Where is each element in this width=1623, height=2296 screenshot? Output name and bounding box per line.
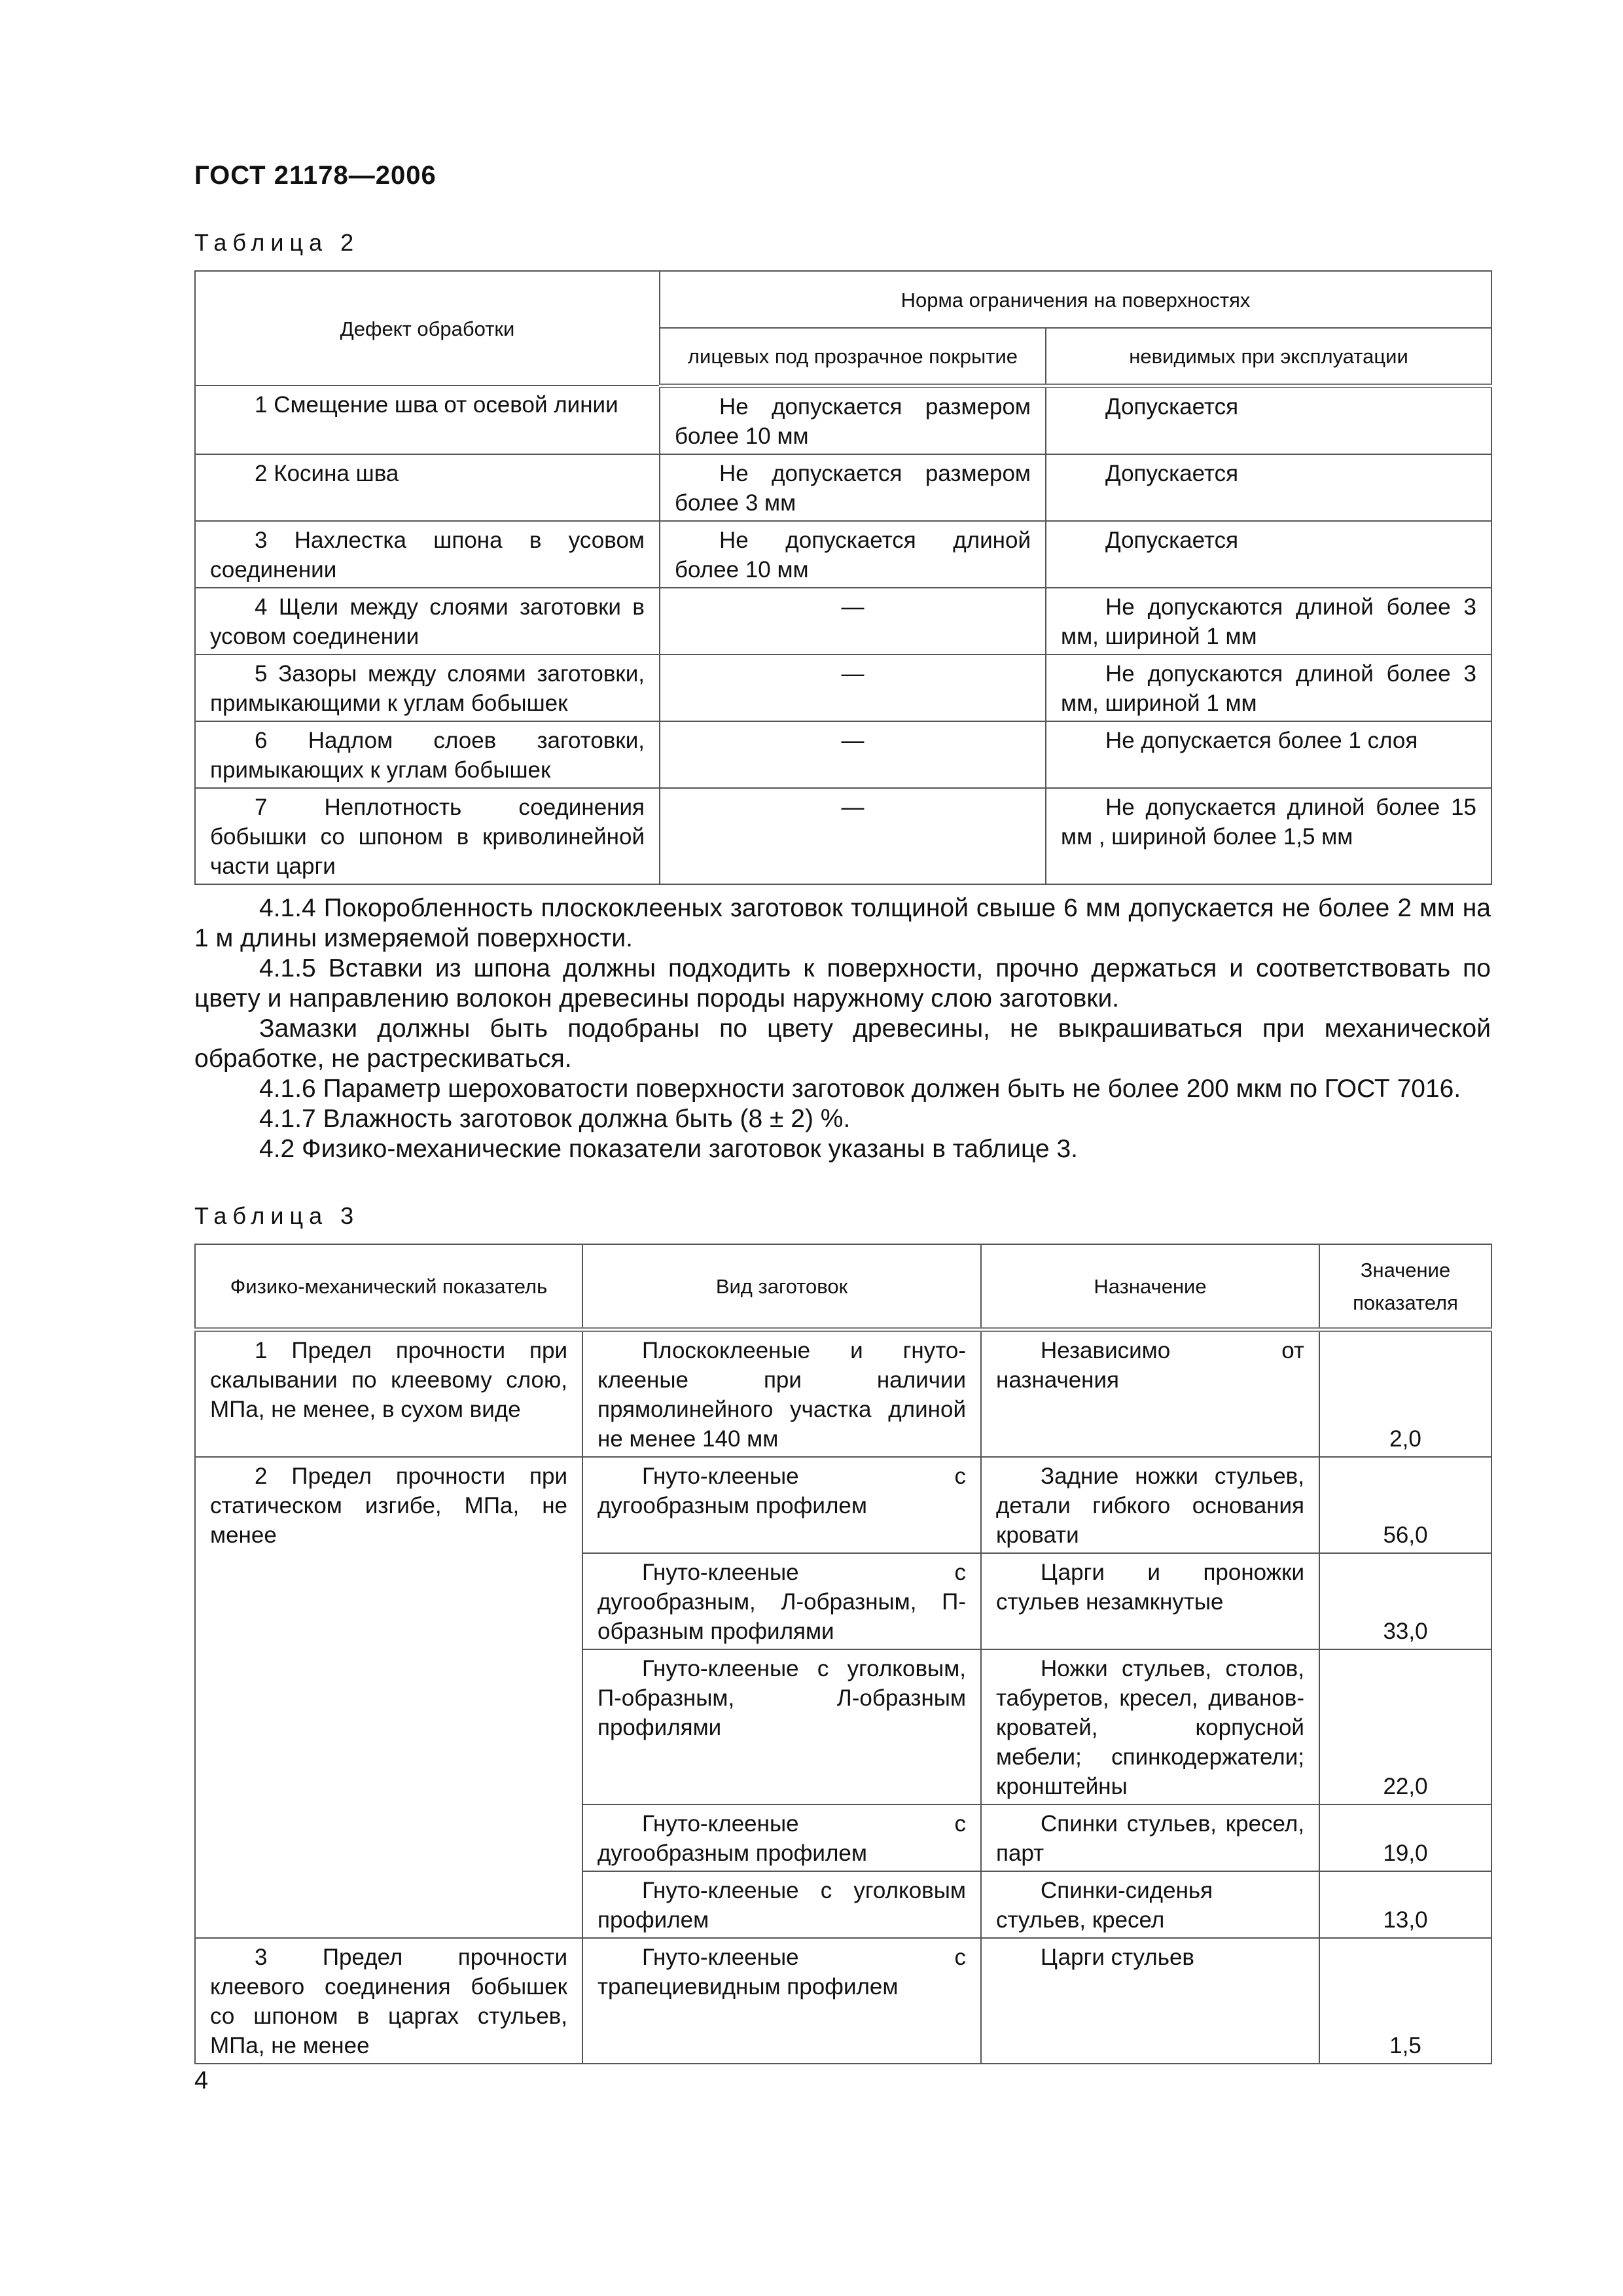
indicator-cell: 2 Предел прочности при статическом изгибе, МПа, не менее [210,1463,567,1548]
table-row [195,655,1491,721]
table-2-header-hidden: невидимых при эксплуатации [1046,328,1491,386]
table-row [195,386,1491,454]
table-row [195,1457,1491,1553]
defect-cell: 7 Неплотность соединения бобышки со шпоном в криволинейной части царги [210,794,645,879]
purpose-cell: Спинки-сиденья стульев, кресел [996,1877,1213,1933]
table-2-header-defect: Дефект обработки [195,271,660,386]
table-row [195,454,1491,521]
table-2-header-face: лицевых под прозрачное покрытие [660,328,1046,386]
blank-type-cell: Гнуто-клееные с трапециевидным профилем [597,1944,966,2000]
table-3-header-indicator: Физико-механический показатель [195,1244,582,1329]
hidden-norm-cell: Допускается [1105,393,1239,420]
paragraph-4-2: 4.2 Физико-механические показатели заготовок указаны в таблице 3. [259,1135,1078,1163]
indicator-cell: 1 Предел прочности при скалывании по клеевому слою, МПа, не менее, в сухом виде [210,1337,567,1422]
paragraph-4-1-6: 4.1.6 Параметр шероховатости поверхности заготовок должен быть не более 200 мкм по ГОСТ 7016. [259,1075,1461,1103]
value-cell: 13,0 [1319,1871,1491,1938]
hidden-norm-cell: Не допускаются длиной более 3 мм, шириной 1 мм [1061,594,1477,649]
table-2-caption: Таблица 2 [194,229,360,256]
hidden-norm-cell: Допускается [1105,527,1239,553]
document-header: ГОСТ 21178—2006 [194,161,437,190]
face-norm-cell: — [660,588,1046,655]
value-cell: 22,0 [1319,1649,1491,1804]
face-norm-cell: Не допускается размером более 10 мм [675,393,1031,449]
face-norm-cell: — [660,721,1046,788]
blank-type-cell: Гнуто-клееные с уголковым профилем [597,1877,966,1933]
indicator-cell: 3 Предел прочности клеевого соединения бобышек со шпоном в царгах стульев, МПа, не менее [210,1944,567,2058]
table-2-header-group: Норма ограничения на поверхностях [660,271,1491,328]
blank-type-cell: Гнуто-клееные с дугообразным, Л-образным, П-образным профилями [597,1559,966,1644]
table-row [195,1329,1491,1457]
blank-type-cell: Гнуто-клееные с уголковым, П-образным, Л-образным профилями [597,1655,966,1740]
paragraph-4-1-7: 4.1.7 Влажность заготовок должна быть (8 ± 2) %. [259,1105,851,1133]
face-norm-cell: Не допускается длиной более 10 мм [675,527,1031,583]
paragraph-4-1-5: 4.1.5 Вставки из шпона должны подходить к поверхности, прочно держаться и соответствовать по цвету и направлению волокон древесины породы наружному слою заготовки. [194,954,1491,1013]
face-norm-cell: — [660,655,1046,721]
paragraph-4-1-4: 4.1.4 Покоробленность плоскоклееных заготовок толщиной свыше 6 мм допускается не более 2 мм на 1 м длины измеряемой поверхности. [194,894,1491,952]
blank-type-cell: Гнуто-клееные с дугообразным профилем [597,1810,966,1866]
face-norm-cell: Не допускается размером более 3 мм [675,460,1031,516]
table-3-caption: Таблица 3 [194,1202,360,1229]
defect-cell: 2 Косина шва [255,460,399,486]
table-row [195,588,1491,655]
purpose-cell: Царги и проножки стульев незамкнутые [996,1559,1304,1615]
table-row [195,788,1491,884]
hidden-norm-cell: Не допускаются длиной более 3 мм, шириной 1 мм [1061,660,1477,716]
page-number: 4 [194,2067,209,2094]
value-cell: 2,0 [1319,1329,1491,1457]
face-norm-cell: — [660,788,1046,884]
paragraph-putty: Замазки должны быть подобраны по цвету древесины, не выкрашиваться при механической обработке, не растрескиваться. [194,1014,1491,1073]
table-row [195,1938,1491,2064]
hidden-norm-cell: Не допускается более 1 слоя [1105,727,1418,753]
table-3-header-type: Вид заготовок [582,1244,981,1329]
purpose-cell: Спинки стульев, кресел, парт [996,1810,1304,1866]
defect-cell: 4 Щели между слоями заготовки в усовом соединении [210,594,645,649]
table-2 [194,270,1492,885]
table-row [195,521,1491,588]
value-cell: 33,0 [1319,1553,1491,1649]
purpose-cell: Царги стульев [1041,1944,1195,1970]
purpose-cell: Независимо от назначения [996,1337,1304,1393]
value-cell: 19,0 [1319,1804,1491,1871]
purpose-cell: Задние ножки стульев, детали гибкого основания кровати [996,1463,1304,1548]
table-3-header-purpose: Назначение [981,1244,1319,1329]
defect-cell: 1 Смещение шва от осевой линии [255,392,618,418]
value-cell: 56,0 [1319,1457,1491,1553]
hidden-norm-cell: Не допускается длиной более 15 мм , шириной более 1,5 мм [1061,794,1477,850]
body-text [194,893,1491,1164]
hidden-norm-cell: Допускается [1105,460,1239,486]
table-row [195,721,1491,788]
purpose-cell: Ножки стульев, столов, табуретов, кресел, диванов-кроватей, корпусной мебели; спинкодержатели; кронштейны [996,1655,1304,1799]
blank-type-cell: Плоскоклееные и гнуто-клееные при наличии прямолинейного участка длиной не менее 140 мм [597,1337,966,1452]
defect-cell: 6 Надлом слоев заготовки, примыкающих к углам бобышек [210,727,645,783]
blank-type-cell: Гнуто-клееные с дугообразным профилем [597,1463,966,1518]
table-3-header-value: Значение показателя [1319,1244,1491,1329]
table-3 [194,1244,1492,2064]
defect-cell: 3 Нахлестка шпона в усовом соединении [210,527,645,583]
value-cell: 1,5 [1319,1938,1491,2064]
defect-cell: 5 Зазоры между слоями заготовки, примыкающими к углам бобышек [210,660,645,716]
